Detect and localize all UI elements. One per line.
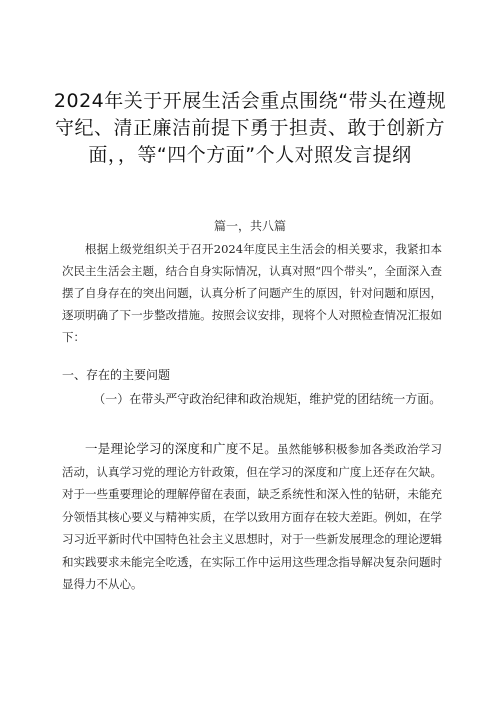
document-subtitle: 篇一，共八篇 xyxy=(213,219,286,233)
intro-paragraph: 根据上级党组织关于召开2024年度民主生活会的相关要求，我紧扣本次民主生活会主题，结合自身实际情况，认真对照“四个带头”，全面深入查摆了自身存在的突出问题，认真分析了问题产生的原因，针对问题和原因，逐项明确了下一步整改措施。按照会议安排，现将个人对照检查情况汇报如下： xyxy=(62,242,442,344)
section-heading: 一、存在的主要问题 xyxy=(62,368,171,382)
document-title: 2024年关于开展生活会重点围绕“带头在遵规守纪、清正廉洁前提下勇于担责、敢于创新方面，，等“四个方面”个人对照发言提纲 xyxy=(53,90,447,166)
point-lead: 一是理论学习的深度和广度不足。 xyxy=(85,441,278,456)
point-body: 虽然能够积极参加各类政治学习活动，认真学习党的理论方针政策，但在学习的深度和广度上还存在欠缺。对于一些重要理论的理解停留在表面，缺乏系统性和深入性的钻研，未能充分领悟其核心要义与精神实质，在学以致用方面存在较大差距。例如，在学习习近平新时代中国特色社会主义思想时，对于一些新发展理念的理论逻辑和实践要求未能完全吃透，在实际工作中运用这些理念指导解决复杂问题时显得力不从心。 xyxy=(62,442,442,591)
subsection-heading: （一）在带头严守政治纪律和政治规矩，维护党的团结统一方面。 xyxy=(93,392,442,406)
point-paragraph xyxy=(62,438,442,596)
